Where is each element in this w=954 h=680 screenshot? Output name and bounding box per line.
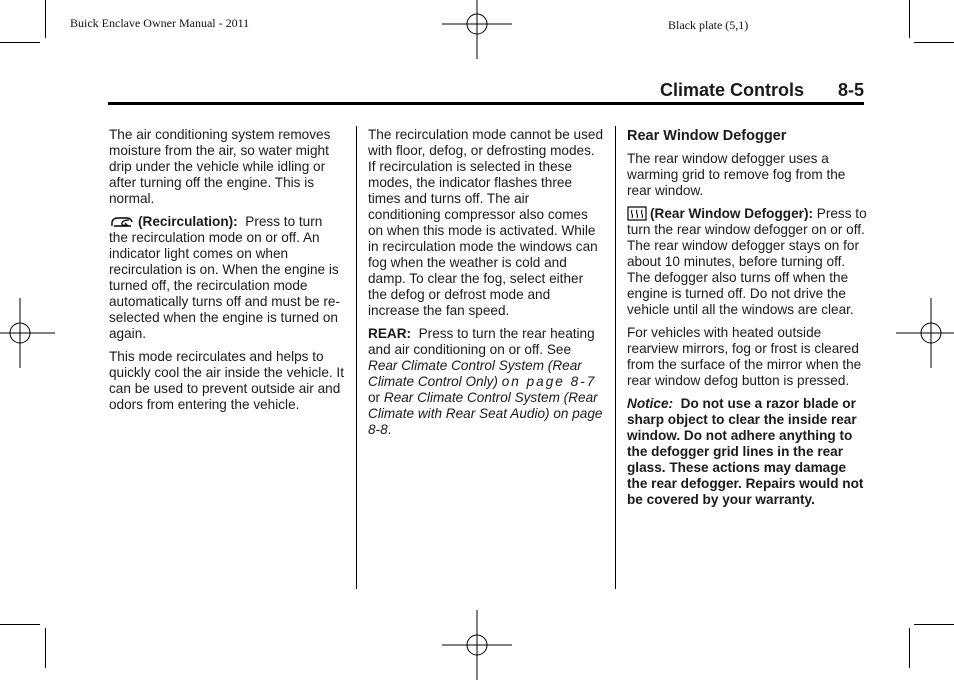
page-number: 8-5: [837, 80, 864, 100]
crop-mark: [909, 0, 910, 38]
section-title: Climate Controls: [659, 80, 804, 100]
registration-mark-right: [896, 298, 954, 368]
recirculation-label: (Recirculation):: [138, 214, 238, 229]
registration-mark-left: [0, 298, 55, 368]
header-rule: [108, 102, 864, 105]
recirculation-text: Press to turn the recirculation mode on or off. An indicator light comes on when recirculation is on. When the engine is turned off, the recirculation mode automatically turns off and must be re-selected when the engine is turned on again.: [109, 214, 340, 341]
recirculation-icon: [109, 215, 135, 229]
defogger-label: (Rear Window Defogger):: [650, 206, 813, 221]
registration-mark-bottom: [442, 610, 512, 680]
paragraph: The air conditioning system removes moisture from the air, so water might drip under the vehicle while idling or after turning off the engine. This is normal.: [109, 127, 331, 206]
column-1: [109, 127, 344, 420]
period: .: [387, 422, 392, 437]
paragraph: [109, 214, 344, 342]
paragraph: This mode recirculates and helps to quickly cool the air inside the vehicle. It can be used to prevent outside air and odors from entering the vehicle.: [109, 349, 344, 412]
crop-mark: [0, 624, 40, 625]
notice-label: Notice:: [627, 396, 674, 411]
paragraph: [368, 326, 604, 438]
paragraph: The rear window defogger uses a warming grid to remove fog from the rear window.: [627, 151, 846, 198]
column-divider: [615, 126, 616, 589]
rear-defogger-icon: [627, 206, 647, 221]
cross-reference-link[interactable]: Rear Climate Control System (Rear Climate Control Only): [368, 358, 582, 389]
notice-text: Do not use a razor blade or sharp object to clear the inside rear window. Do not adhere anything to the defogger grid lines in the rear glass. These actions may damage the rear defogger. Repairs would not be covered by your warranty.: [627, 396, 864, 507]
crop-mark: [45, 628, 46, 668]
notice: [627, 396, 867, 508]
cross-reference-link[interactable]: Rear Climate Control System (Rear Climate with Rear Seat Audio) on page 8-8: [368, 390, 603, 437]
paragraph: The recirculation mode cannot be used with floor, defog, or defrosting modes. If recirculation is selected in these modes, the indicator flashes three times and turns off. The air conditioning compressor also comes on when this mode is activated. While in recirculation mode the windows can fog when the weather is cold and damp. To clear the fog, select either the defog or defrost mode and increase the fan speed.: [368, 127, 604, 318]
column-2: [368, 127, 604, 445]
book-title: Buick Enclave Owner Manual - 2011: [70, 16, 250, 30]
cross-reference-page[interactable]: on page 8-7: [501, 374, 597, 389]
rear-text: Press to turn the rear heating and air conditioning on or off. See: [368, 326, 595, 357]
column-divider: [356, 126, 357, 589]
crop-mark: [914, 624, 954, 625]
paragraph: [627, 206, 867, 318]
column-3: [627, 127, 867, 515]
crop-mark: [914, 42, 954, 43]
plate-label: Black plate (5,1): [668, 18, 749, 32]
rear-label: REAR:: [368, 326, 412, 341]
defogger-text: Press to turn the rear window defogger on or off. The rear window defogger stays on for about 10 minutes, before turning off. The defogger also turns off when the engine is turned off. Do not drive the vehicle until all the windows are clear.: [627, 206, 867, 317]
crop-mark: [45, 0, 46, 38]
section-heading: Rear Window Defogger: [627, 128, 787, 144]
crop-mark: [909, 628, 910, 668]
conjunction: or: [368, 390, 381, 405]
paragraph: For vehicles with heated outside rearview mirrors, fog or frost is cleared from the surface of the mirror when the rear window defog button is pressed.: [627, 325, 862, 388]
crop-mark: [0, 42, 40, 43]
registration-mark-top: [442, 0, 512, 59]
